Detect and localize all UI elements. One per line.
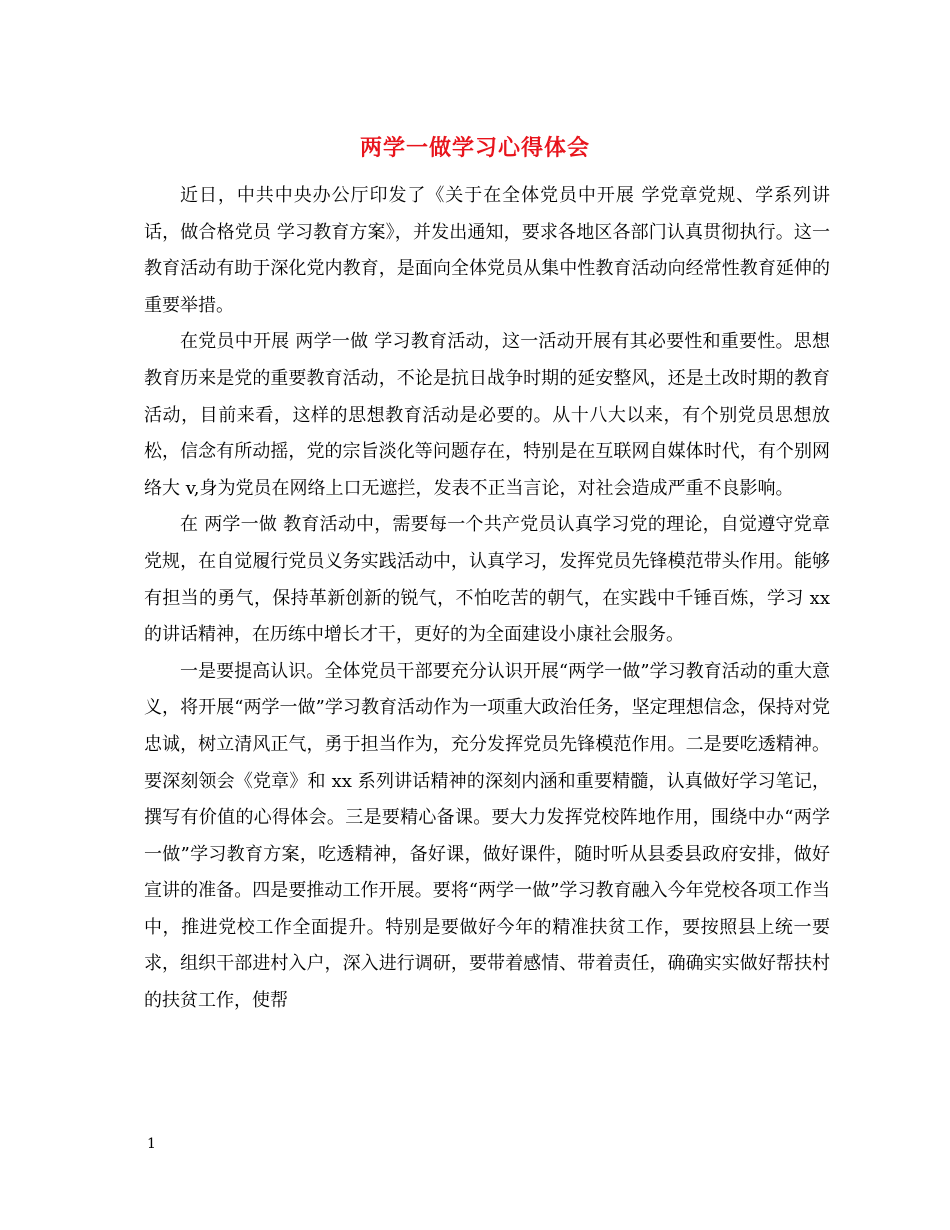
document-title: 两学一做学习心得体会 — [359, 135, 590, 161]
paragraph: 在党员中开展 两学一做 学习教育活动，这一活动开展有其必要性和重要性。思想教育历来是党的重要教育活动，不论是抗日战争时期的延安整风，还是土改时期的教育活动，目前来看，这样的思想教育活动是必要的。从十八大以来，有个别党员思想放松，信念有所动摇，党的宗旨淡化等问题存在，特别是在互联网自媒体时代，有个别网络大 v,身为党员在网络上口无遮拦，发表不正当言论，对社会造成严重不良影响。 — [144, 331, 830, 499]
paragraph: 近日，中共中央办公厅印发了《关于在全体党员中开展 学党章党规、学系列讲话，做合格党员 学习教育方案》，并发出通知，要求各地区各部门认真贯彻执行。这一教育活动有助于深化党内教育，是面向全体党员从集中性教育活动向经常性教育延伸的重要举措。 — [144, 185, 830, 316]
document-body — [144, 178, 830, 1020]
paragraph: 一是要提高认识。全体党员干部要充分认识开展“两学一做”学习教育活动的重大意义，将开展“两学一做”学习教育活动作为一项重大政治任务，坚定理想信念，保持对党忠诚，树立清风正气，勇于担当作为，充分发挥党员先锋模范作用。二是要吃透精神。要深刻领会《党章》和 xx 系列讲话精神的深刻内涵和重要精髓，认真做好学习笔记，撰写有价值的心得体会。三是要精心备课。要大力发挥党校阵地作用，围绕中办“两学一做”学习教育方案，吃透精神，备好课，做好课件，随时听从县委县政府安排，做好宣讲的准备。四是要推动工作开展。要将“两学一做”学习教育融入今年党校各项工作当中，推进党校工作全面提升。特别是要做好今年的精准扶贫工作，要按照县上统一要求，组织干部进村入户，深入进行调研，要带着感情、带着责任，确确实实做好帮扶村的扶贫工作，使帮 — [144, 660, 830, 1012]
paragraph: 在 两学一做 教育活动中，需要每一个共产党员认真学习党的理论，自觉遵守党章党规，在自觉履行党员义务实践活动中，认真学习，发挥党员先锋模范带头作用。能够有担当的勇气，保持革新创新的锐气，不怕吃苦的朝气，在实践中千锤百炼，学习 xx 的讲话精神，在历练中增长才干，更好的为全面建设小康社会服务。 — [144, 514, 830, 646]
page-number: 1 — [147, 1136, 156, 1152]
